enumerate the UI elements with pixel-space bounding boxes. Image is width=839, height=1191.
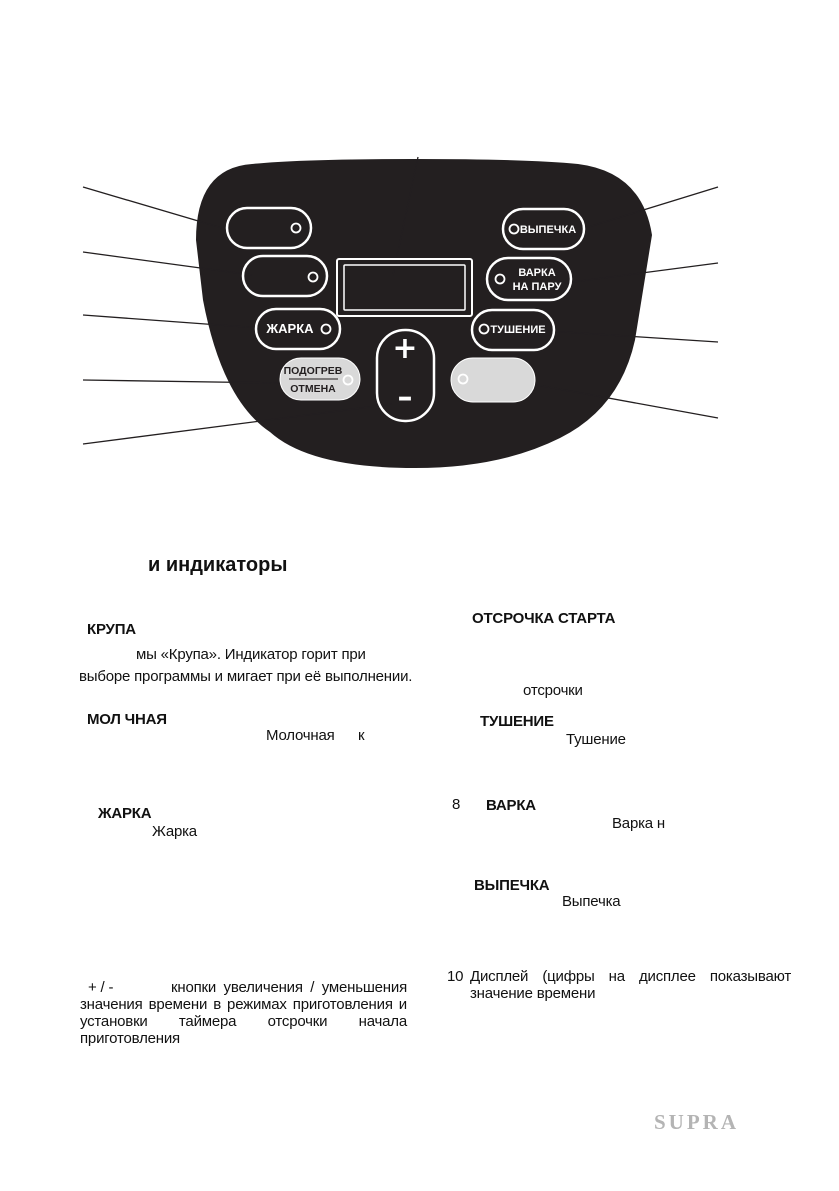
podogrev-label: ПОДОГРЕВ [283, 365, 343, 377]
molochnaya-tail: к [358, 727, 365, 744]
display-text-block [470, 968, 791, 1002]
zharka-label: ЖАРКА [266, 321, 314, 336]
display-line2: значение времени [470, 985, 596, 1002]
zharka-text: Жарка [152, 823, 197, 840]
krupa-text-line1: мы «Крупа». Индикатор горит при [136, 646, 366, 663]
vypechka-label: ВЫПЕЧКА [519, 224, 577, 236]
supra-logo: SUPRA [654, 1110, 740, 1134]
krupa-heading: КРУПА [87, 621, 136, 638]
varka-label-line1: ВАРКА [518, 267, 556, 279]
varka-number: 8 [452, 796, 461, 813]
plusminus-label: + / - [88, 979, 114, 996]
vypechka-text: Выпечка [562, 893, 621, 910]
krupa-text-line2: выборе программы и мигает при её выполнении. [79, 668, 413, 685]
zharka-heading: ЖАРКА [98, 805, 152, 822]
plusminus-line2: значения времени в режимах приготовления и [80, 996, 407, 1013]
otmena-label: ОТМЕНА [290, 383, 336, 395]
display-number: 10 [447, 968, 464, 985]
molochnaya-text: Молочная [266, 727, 335, 744]
podogrev-otmena-button[interactable] [280, 358, 360, 400]
otsrochka-text: отсрочки [523, 682, 583, 699]
plusminus-text-block [80, 996, 407, 1047]
varka-heading: ВАРКА [486, 797, 536, 814]
molochnaya-heading: МОЛ ЧНАЯ [87, 711, 167, 728]
display-line1: Дисплей (цифры на дисплее показывают [470, 968, 791, 985]
varka-text: Варка н [612, 815, 665, 832]
varka-label-line2: НА ПАРУ [512, 281, 562, 293]
minus-label: – [397, 380, 413, 415]
plusminus-line1: кнопки увеличения / уменьшения [171, 979, 407, 996]
start-button[interactable] [451, 358, 535, 402]
tushenie-text: Тушение [566, 731, 626, 748]
otsrochka-heading: ОТСРОЧКА СТАРТА [472, 610, 616, 627]
tushenie-heading: ТУШЕНИЕ [480, 713, 554, 730]
plusminus-line4: приготовления [80, 1030, 180, 1047]
plus-label: + [392, 331, 418, 366]
vypechka-heading: ВЫПЕЧКА [474, 877, 550, 894]
plusminus-line3: установки таймера отсрочки начала [80, 1013, 407, 1030]
section-title: и индикаторы [148, 554, 288, 576]
control-panel-diagram [0, 0, 839, 520]
tushenie-label: ТУШЕНИЕ [490, 324, 546, 336]
